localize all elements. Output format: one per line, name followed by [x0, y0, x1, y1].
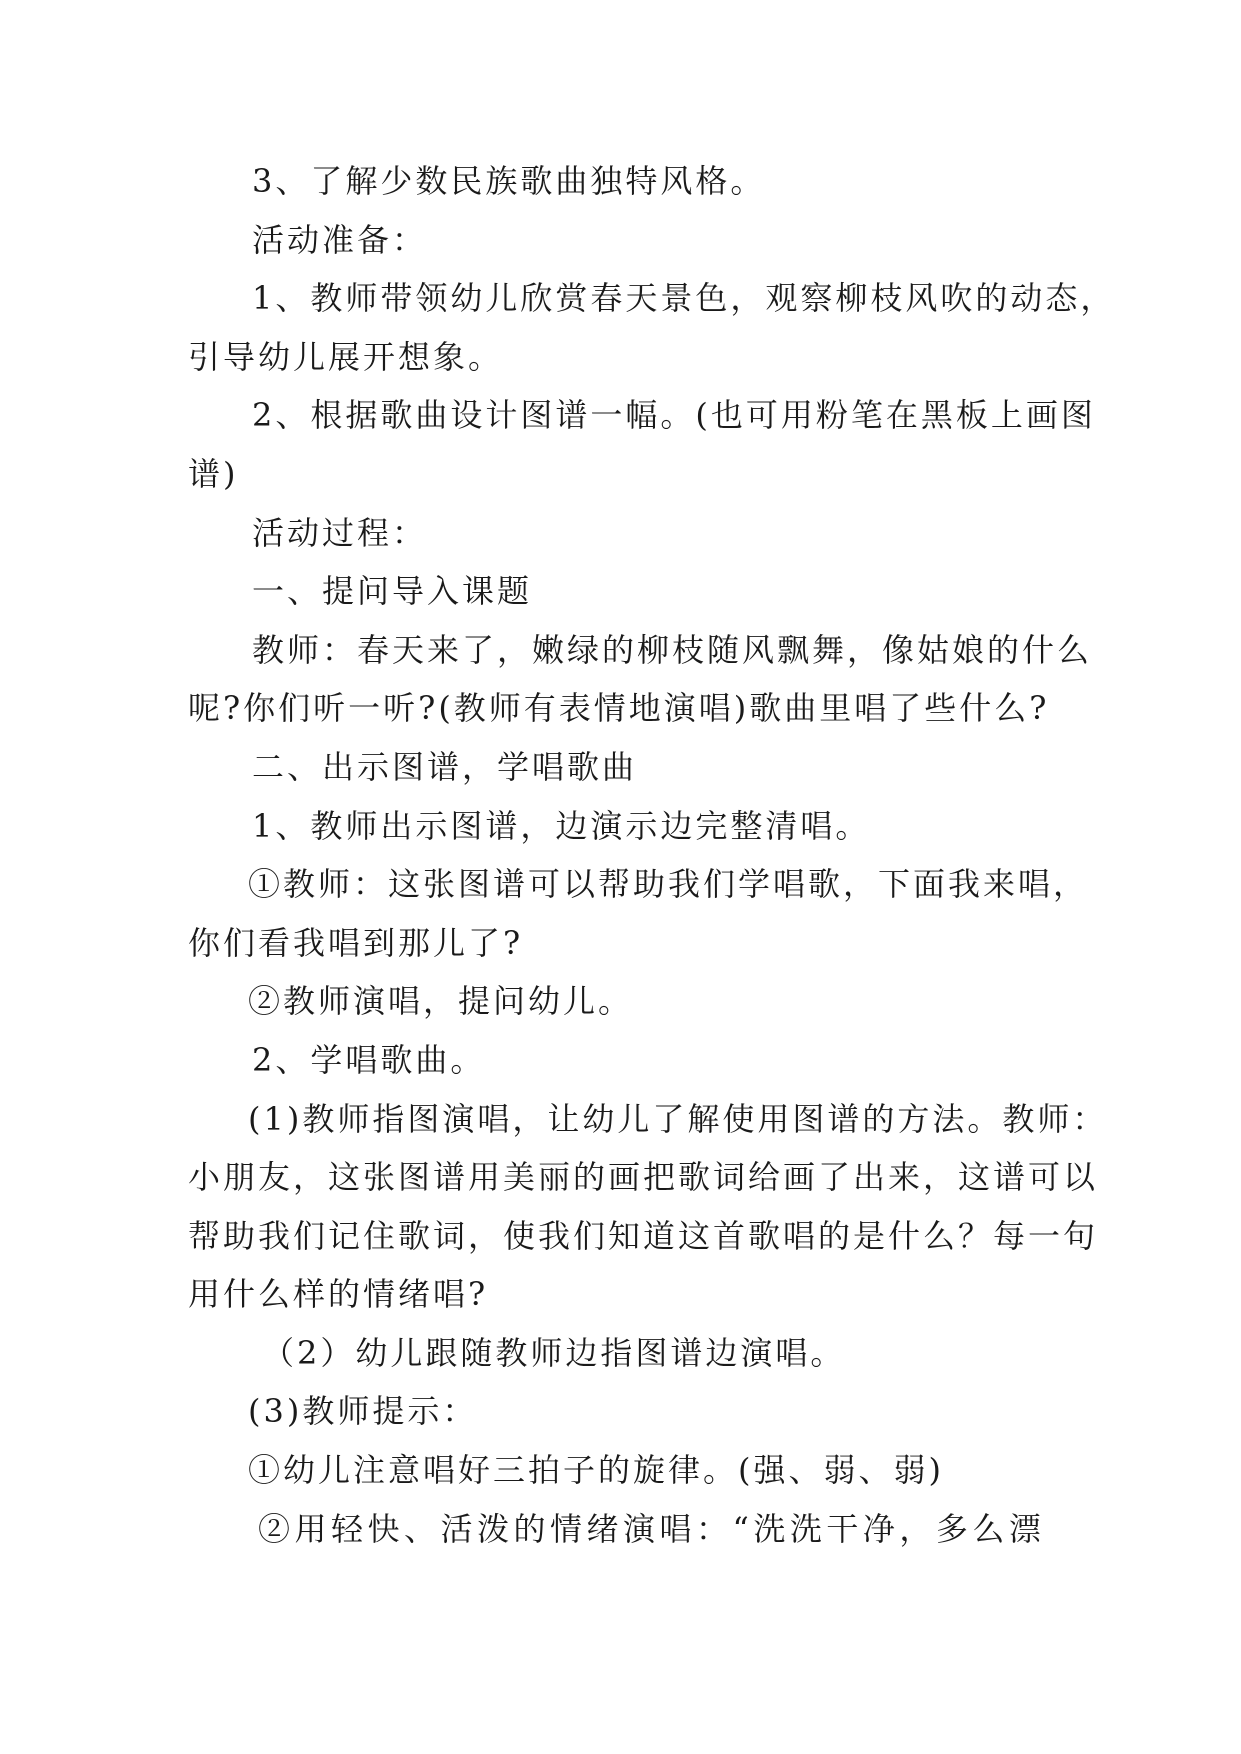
paragraph-line: 呢?你们听一听?(教师有表情地演唱)歌曲里唱了些什么? — [188, 689, 1050, 728]
paragraph-line: 3、了解少数民族歌曲独特风格。 — [252, 162, 766, 200]
paragraph-line: 2、学唱歌曲。 — [252, 1040, 486, 1079]
paragraph-line: 用什么样的情绪唱? — [188, 1275, 489, 1314]
paragraph-line: 谱) — [188, 454, 239, 493]
paragraph-line: 引导幼儿展开想象。 — [188, 337, 504, 376]
paragraph-line: 小朋友，这张图谱用美丽的画把歌词给画了出来，这谱可以 — [188, 1158, 1099, 1197]
paragraph-line: (3)教师提示： — [248, 1392, 478, 1431]
section-heading: 二、出示图谱，学唱歌曲 — [252, 747, 638, 786]
section-heading: 活动准备： — [252, 220, 428, 259]
paragraph-line: 教师：春天来了，嫩绿的柳枝随风飘舞，像姑娘的什么 — [252, 630, 1093, 669]
paragraph-line: 1、教师出示图谱，边演示边完整清唱。 — [252, 806, 871, 845]
paragraph-line: ②教师演唱，提问幼儿。 — [248, 982, 634, 1021]
paragraph-line: (1)教师指图演唱，让幼儿了解使用图谱的方法。教师： — [248, 1099, 1108, 1138]
paragraph-line: ②用轻快、活泼的情绪演唱：“洗洗干净，多么漂 — [258, 1509, 1046, 1548]
paragraph-line: 帮助我们记住歌词，使我们知道这首歌唱的是什么？每一句 — [188, 1216, 1099, 1255]
paragraph-line: 1、教师带领幼儿欣赏春天景色，观察柳枝风吹的动态， — [252, 279, 1116, 318]
paragraph-line: ①幼儿注意唱好三拍子的旋律。(强、弱、弱) — [248, 1451, 944, 1490]
paragraph-line: ①教师：这张图谱可以帮助我们学唱歌，下面我来唱， — [248, 865, 1089, 904]
paragraph-line: （2）幼儿跟随教师边指图谱边演唱。 — [262, 1333, 846, 1372]
paragraph-line: 你们看我唱到那儿了? — [188, 923, 524, 962]
section-heading: 活动过程： — [252, 513, 428, 552]
document-body — [188, 152, 1116, 1558]
paragraph-line: 2、根据歌曲设计图谱一幅。(也可用粉笔在黑板上画图 — [252, 396, 1096, 435]
section-heading: 一、提问导入课题 — [252, 572, 533, 611]
